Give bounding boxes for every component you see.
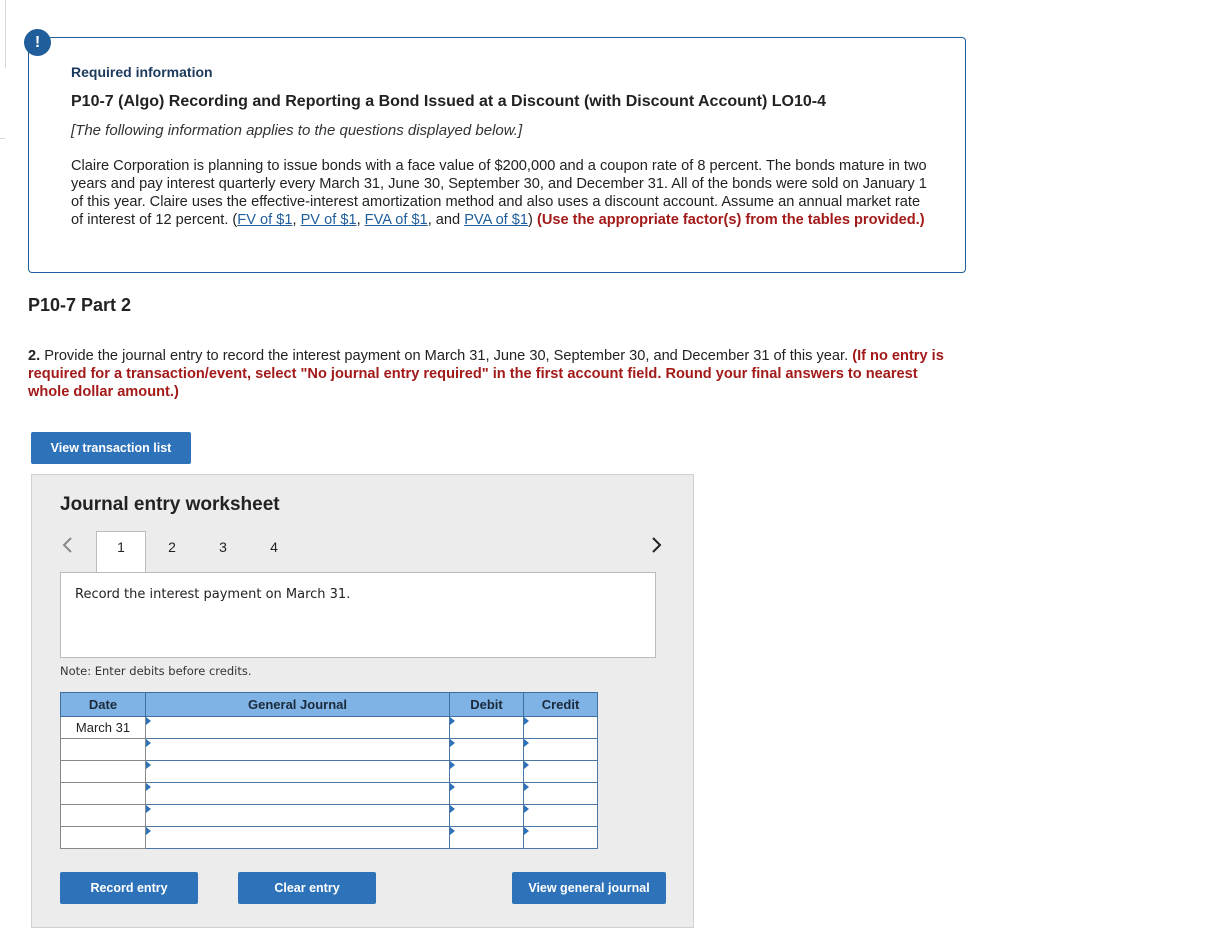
debit-column-header: Debit bbox=[450, 693, 524, 717]
record-entry-button[interactable]: Record entry bbox=[60, 872, 198, 904]
tab-4[interactable]: 4 bbox=[270, 539, 278, 555]
account-input[interactable] bbox=[146, 827, 450, 849]
account-input[interactable] bbox=[146, 739, 450, 761]
view-general-journal-button[interactable]: View general journal bbox=[512, 872, 666, 904]
debit-input[interactable] bbox=[450, 717, 524, 739]
left-panel-divider bbox=[0, 138, 5, 139]
date-cell bbox=[61, 739, 146, 761]
fv-of-1-link[interactable]: FV of $1 bbox=[237, 212, 293, 228]
credit-input[interactable] bbox=[524, 827, 598, 849]
alert-icon: ! bbox=[24, 29, 51, 56]
view-transaction-list-button[interactable]: View transaction list bbox=[31, 432, 191, 464]
credit-input[interactable] bbox=[524, 717, 598, 739]
worksheet-title: Journal entry worksheet bbox=[60, 494, 280, 515]
journal-table bbox=[60, 692, 598, 849]
credit-input[interactable] bbox=[524, 783, 598, 805]
pv-of-1-link[interactable]: PV of $1 bbox=[300, 212, 357, 228]
table-row bbox=[61, 717, 598, 739]
clear-entry-button[interactable]: Clear entry bbox=[238, 872, 376, 904]
table-row bbox=[61, 739, 598, 761]
debit-input[interactable] bbox=[450, 783, 524, 805]
tab-1[interactable]: 1 bbox=[96, 531, 146, 573]
chevron-right-icon[interactable] bbox=[650, 535, 664, 559]
required-info-heading: Required information bbox=[71, 64, 213, 80]
account-input[interactable] bbox=[146, 783, 450, 805]
info-applies-note: [The following information applies to the questions displayed below.] bbox=[71, 122, 523, 139]
debit-input[interactable] bbox=[450, 827, 524, 849]
table-row bbox=[61, 827, 598, 849]
debit-input[interactable] bbox=[450, 739, 524, 761]
date-cell: March 31 bbox=[61, 717, 146, 739]
date-cell bbox=[61, 827, 146, 849]
factor-instruction: (Use the appropriate factor(s) from the tables provided.) bbox=[536, 212, 925, 228]
tab-3[interactable]: 3 bbox=[219, 539, 227, 555]
fva-of-1-link[interactable]: FVA of $1 bbox=[364, 212, 428, 228]
problem-title: P10-7 (Algo) Recording and Reporting a Bond Issued at a Discount (with Discount Account) LO10-4 bbox=[71, 93, 827, 110]
credit-column-header: Credit bbox=[524, 693, 598, 717]
question-instruction: (If no entry is required for a transaction/event, select "No journal entry required" in the first account field. Round your final answers to nearest whole dollar amount.) bbox=[28, 348, 944, 400]
journal-entry-worksheet bbox=[31, 474, 694, 928]
instruction-box bbox=[60, 572, 656, 658]
table-row bbox=[61, 761, 598, 783]
debits-note: Note: Enter debits before credits. bbox=[60, 664, 252, 678]
chevron-left-icon[interactable] bbox=[60, 535, 74, 559]
description-text: Claire Corporation is planning to issue bonds with a face value of $200,000 and a coupon rate of 8 percent. The bonds mature in two years and pay interest quarterly every March 31, June 30, September 30, and December 31. All of the bonds were sold on January 1 of this year. Claire uses the effective-interest amortization method and also uses a discount account. Assume an annual market rate of interest of 12 percent. ( bbox=[71, 158, 927, 228]
debit-input[interactable] bbox=[450, 805, 524, 827]
pva-of-1-link[interactable]: PVA of $1 bbox=[464, 212, 529, 228]
credit-input[interactable] bbox=[524, 761, 598, 783]
account-input[interactable] bbox=[146, 805, 450, 827]
debit-input[interactable] bbox=[450, 761, 524, 783]
table-row bbox=[61, 783, 598, 805]
date-cell bbox=[61, 805, 146, 827]
date-cell bbox=[61, 783, 146, 805]
date-cell bbox=[61, 761, 146, 783]
table-row bbox=[61, 805, 598, 827]
problem-description: Claire Corporation is planning to issue bonds with a face value of $200,000 and a coupon rate of 8 percent. The bonds mature in two years and pay interest quarterly every March 31, June 30, September 30, and December 31. All of the bonds were sold on January 1 of this year. Claire uses the effective-interest amortization method and also uses a discount account. Assume an annual market rate of interest of 12 percent. (FV of $1, PV of $1, FVA of $1, and PVA of $1) (Use the appropriate factor(s) from the tables provided.) bbox=[71, 158, 927, 228]
general-journal-column-header: General Journal bbox=[146, 693, 450, 717]
question-number: 2. bbox=[28, 348, 41, 364]
part-title: P10-7 Part 2 bbox=[28, 295, 132, 315]
instruction-text: Record the interest payment on March 31. bbox=[75, 587, 351, 602]
date-column-header: Date bbox=[61, 693, 146, 717]
question-text: 2. Provide the journal entry to record the interest payment on March 31, June 30, September 30, and December 31 of this year. (If no entry is required for a transaction/event, select "No journal entry required" in the first account field. Round your final answers to nearest whole dollar amount.) bbox=[28, 348, 944, 400]
tab-2[interactable]: 2 bbox=[168, 539, 176, 555]
account-input[interactable] bbox=[146, 717, 450, 739]
left-panel-edge bbox=[0, 0, 6, 68]
credit-input[interactable] bbox=[524, 805, 598, 827]
account-input[interactable] bbox=[146, 761, 450, 783]
credit-input[interactable] bbox=[524, 739, 598, 761]
required-information-box bbox=[28, 37, 966, 273]
